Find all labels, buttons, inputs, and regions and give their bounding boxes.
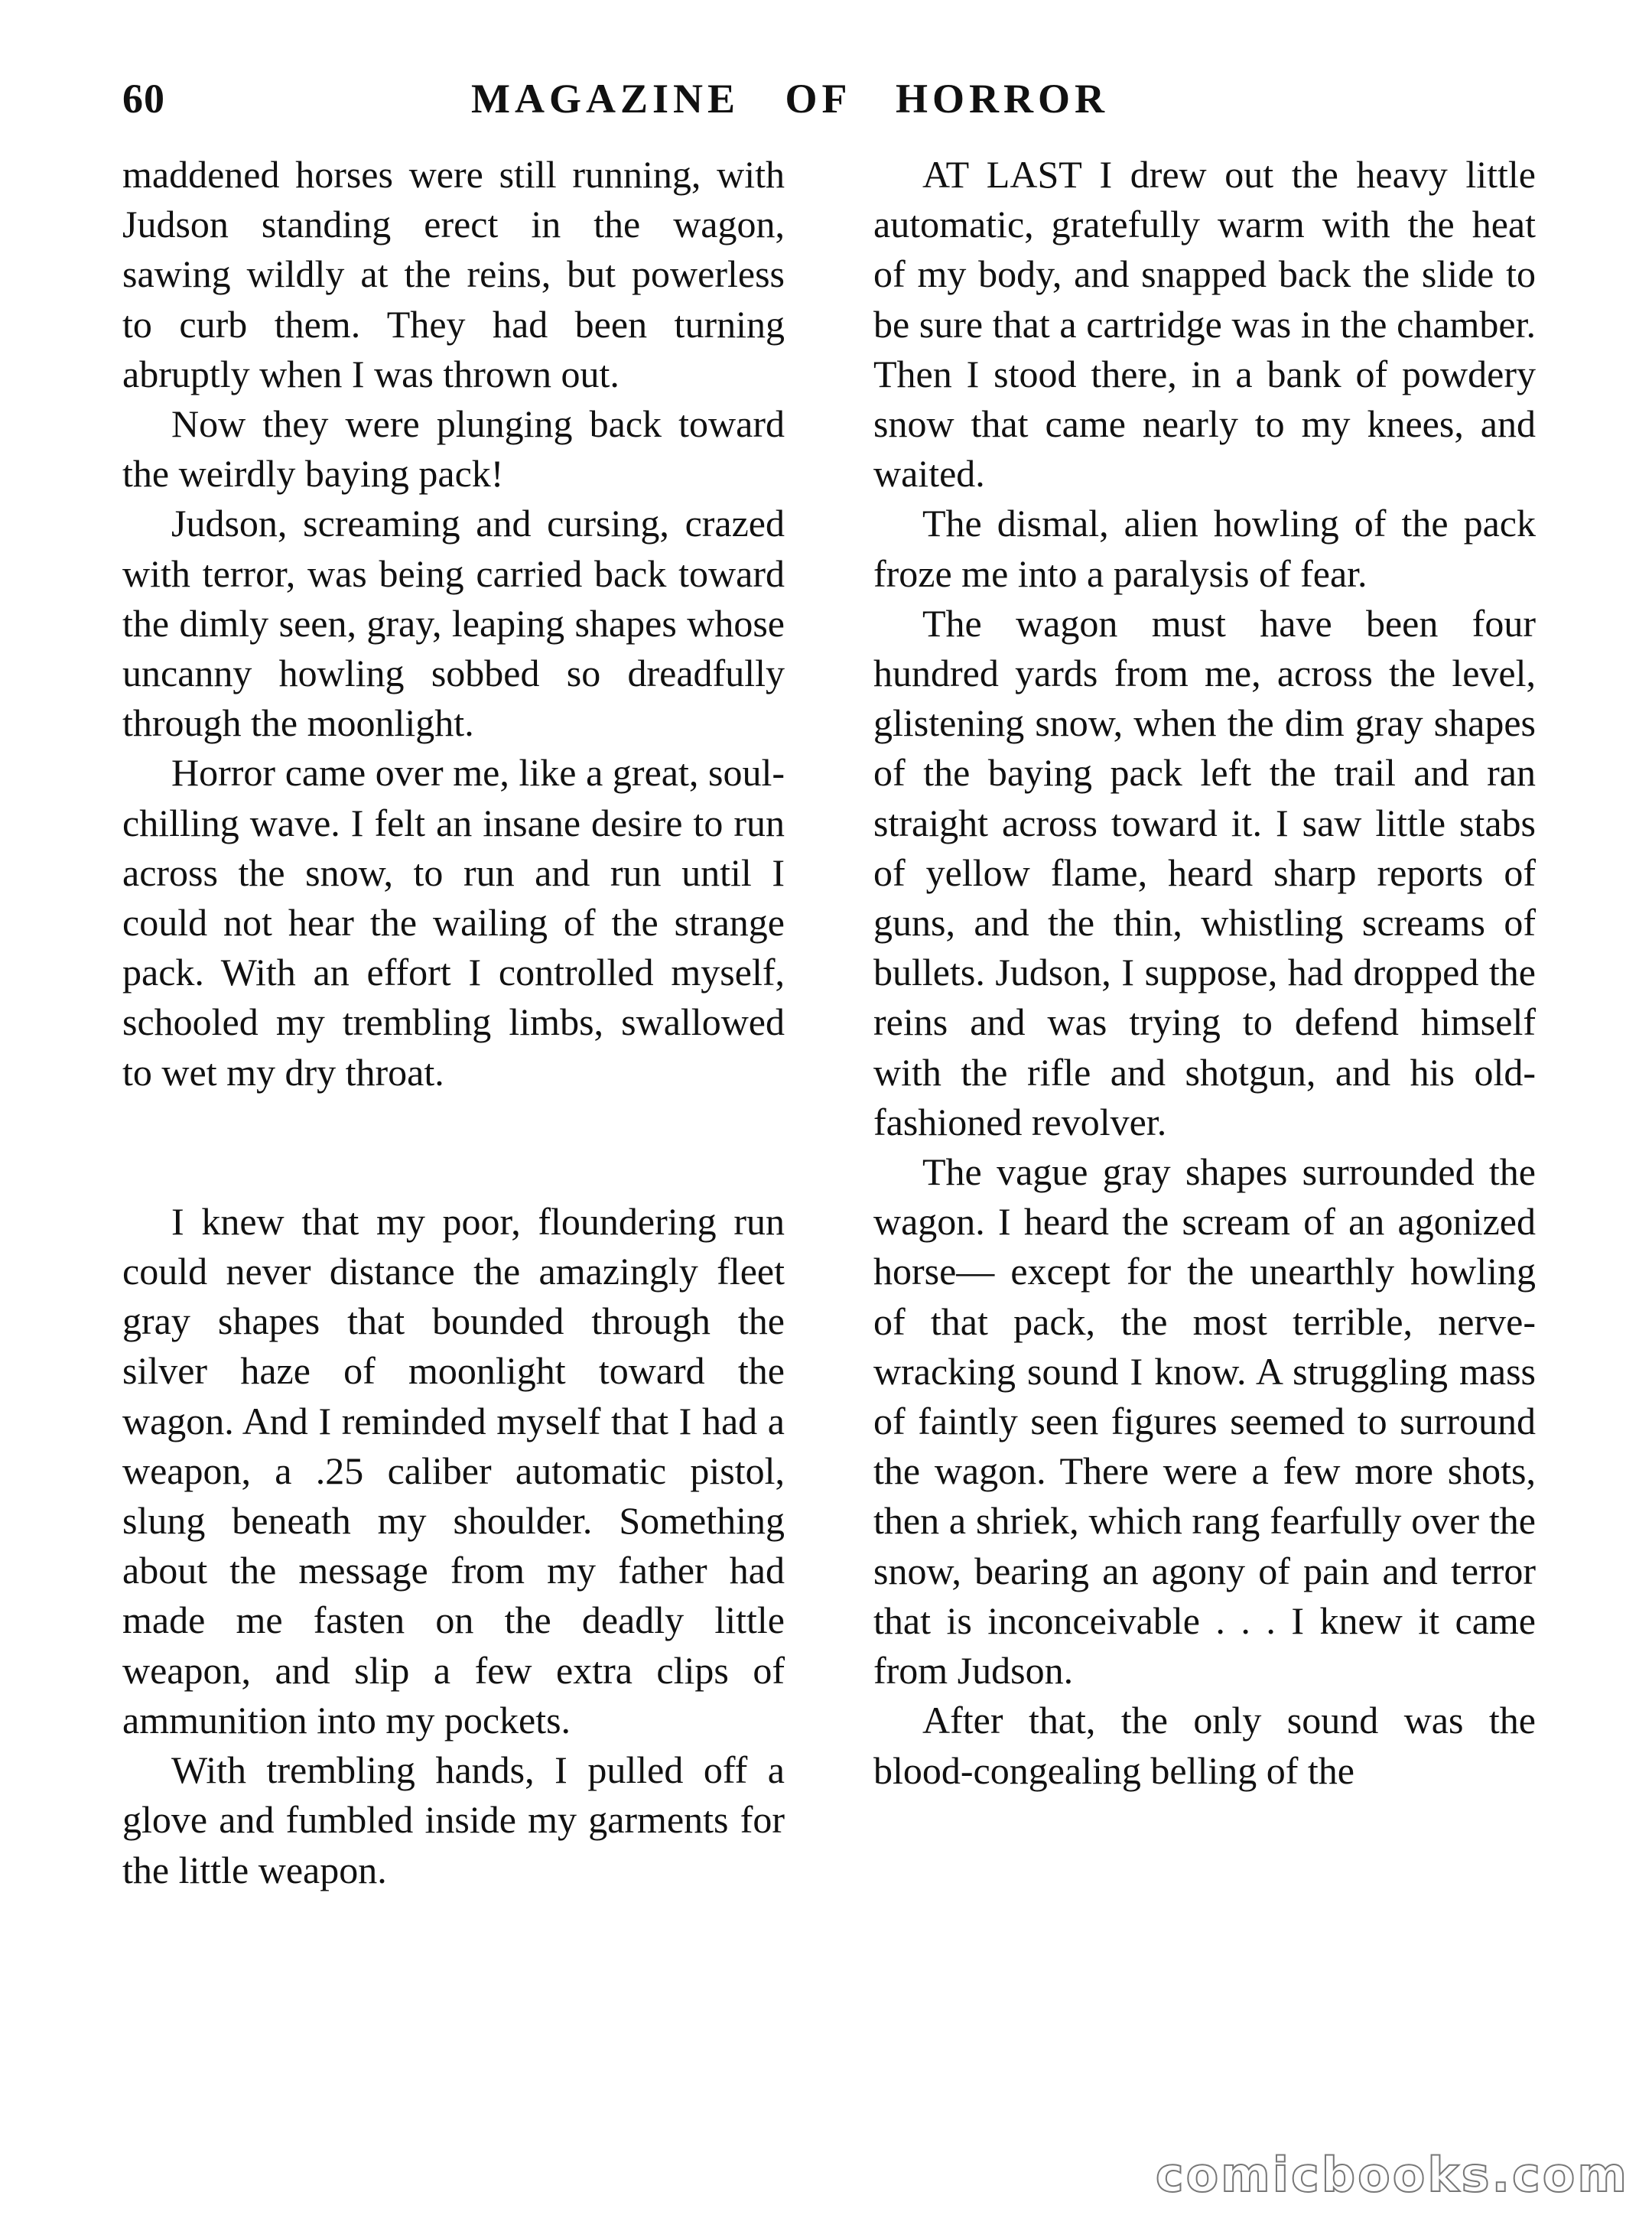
watermark: comicbooks.com xyxy=(1155,2147,1629,2203)
left-column xyxy=(122,150,785,1895)
paragraph: The dismal, alien howling of the pack froze me into a paralysis of fear. xyxy=(873,502,1536,595)
paragraph: After that, the only sound was the blood-congealing belling of the xyxy=(873,1699,1536,1792)
paragraph: AT LAST I drew out the heavy little automatic, gratefully warm with the heat of my body, and snapped back the slide to be sure that a cartridge was in the chamber. Then I stood there, in a bank of powdery snow that came nearly to my knees, and waited. xyxy=(873,153,1536,496)
paragraph: The vague gray shapes surrounded the wagon. I heard the scream of an agonized horse— except for the unearthly howling of that pack, the most terrible, nerve-wracking sound I know. A struggling mass of faintly seen figures seemed to surround the wagon. There were a few more shots, then a shriek, which rang fearfully over the snow, bearing an agony of pain and terror that is inconceivable . . . I knew it came from Judson. xyxy=(873,1150,1536,1693)
paragraph: The wagon must have been four hundred yards from me, across the level, glistening snow, when the dim gray shapes of the baying pack left the trail and ran straight across toward it. I saw little stabs of yellow flame, heard sharp reports of guns, and the thin, whistling screams of bullets. Judson, I suppose, had dropped the reins and was trying to defend himself with the rifle and shotgun, and his old-fashioned revolver. xyxy=(873,601,1536,1143)
paragraph: Now they were plunging back toward the weirdly baying pack! xyxy=(122,402,785,496)
running-header xyxy=(122,75,1530,141)
right-column xyxy=(873,150,1536,1796)
paragraph: With trembling hands, I pulled off a glove and fumbled inside my garments for the little weapon. xyxy=(122,1748,785,1891)
paragraph: Horror came over me, like a great, soul-chilling wave. I felt an insane desire to run across the snow, to run and run until I could not hear the wailing of the strange pack. With an effort I controlled myself, schooled my trembling limbs, swallowed to wet my dry throat. xyxy=(122,751,785,1094)
magazine-title: MAGAZINE OF HORROR xyxy=(471,76,1109,122)
paragraph: I knew that my poor, floundering run could never distance the amazingly fleet gray shapes that bounded through the silver haze of moonlight toward the wagon. And I reminded myself that I had a weapon, a .25 caliber automatic pistol, slung beneath my shoulder. Something about the message from my father had made me fasten on the deadly little weapon, and slip a few extra clips of ammunition into my pockets. xyxy=(122,1199,785,1742)
page-number: 60 xyxy=(122,76,165,122)
paragraph: Judson, screaming and cursing, crazed with terror, was being carried back toward the dimly seen, gray, leaping shapes whose uncanny howling sobbed so dreadfully through the moonlight. xyxy=(122,502,785,745)
paragraph: maddened horses were still running, with Judson standing erect in the wagon, sawing wildly at the reins, but powerless to curb them. They had been turning abruptly when I was thrown out. xyxy=(122,153,785,395)
